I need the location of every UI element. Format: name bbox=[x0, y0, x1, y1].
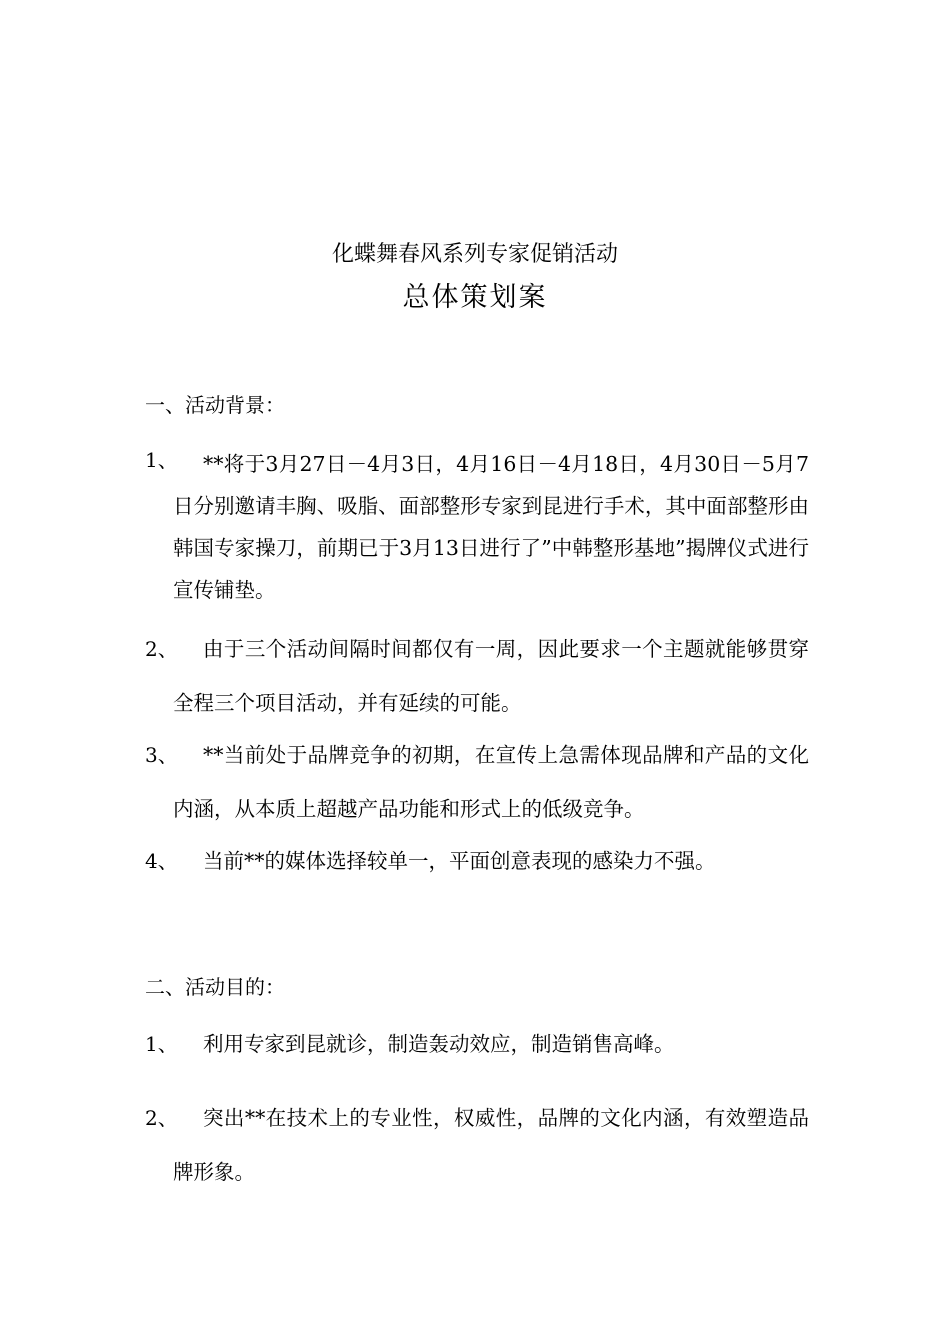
list-item-text: **当前处于品牌竞争的初期，在宣传上急需体现品牌和产品的文化内涵，从本质上超越产品功能和形式上的低级竞争。 bbox=[173, 743, 809, 821]
list-item-text: 当前**的媒体选择较单一，平面创意表现的感染力不强。 bbox=[203, 849, 716, 873]
list-item-text: **将于3月27日－4月3日，4月16日－4月18日，4月30日－5月7日分别邀请丰胸、吸脂、面部整形专家到昆进行手术，其中面部整形由韩国专家操刀，前期已于3月13日进行了”中韩整形基地”揭牌仪式进行宣传铺垫。 bbox=[173, 452, 809, 602]
list-item-number: 2、 bbox=[145, 637, 178, 661]
list-item-number: 4、 bbox=[145, 849, 178, 873]
section-heading-purpose: 二、活动目的： bbox=[145, 975, 285, 999]
list-item-text: 利用专家到昆就诊，制造轰动效应，制造销售高峰。 bbox=[203, 1032, 675, 1056]
list-item-text: 由于三个活动间隔时间都仅有一周，因此要求一个主题就能够贯穿全程三个项目活动，并有延续的可能。 bbox=[173, 637, 809, 715]
list-item-number: 1、 bbox=[145, 448, 178, 472]
document-title: 化蝶舞春风系列专家促销活动 bbox=[331, 242, 618, 267]
section-heading-background: 一、活动背景： bbox=[145, 393, 285, 417]
list-item-number: 3、 bbox=[145, 743, 178, 767]
list-item-number: 2、 bbox=[145, 1106, 178, 1130]
document-subtitle: 总体策划案 bbox=[402, 282, 548, 313]
list-item-number: 1、 bbox=[145, 1032, 178, 1056]
list-item-text: 突出**在技术上的专业性，权威性，品牌的文化内涵，有效塑造品牌形象。 bbox=[173, 1106, 809, 1184]
